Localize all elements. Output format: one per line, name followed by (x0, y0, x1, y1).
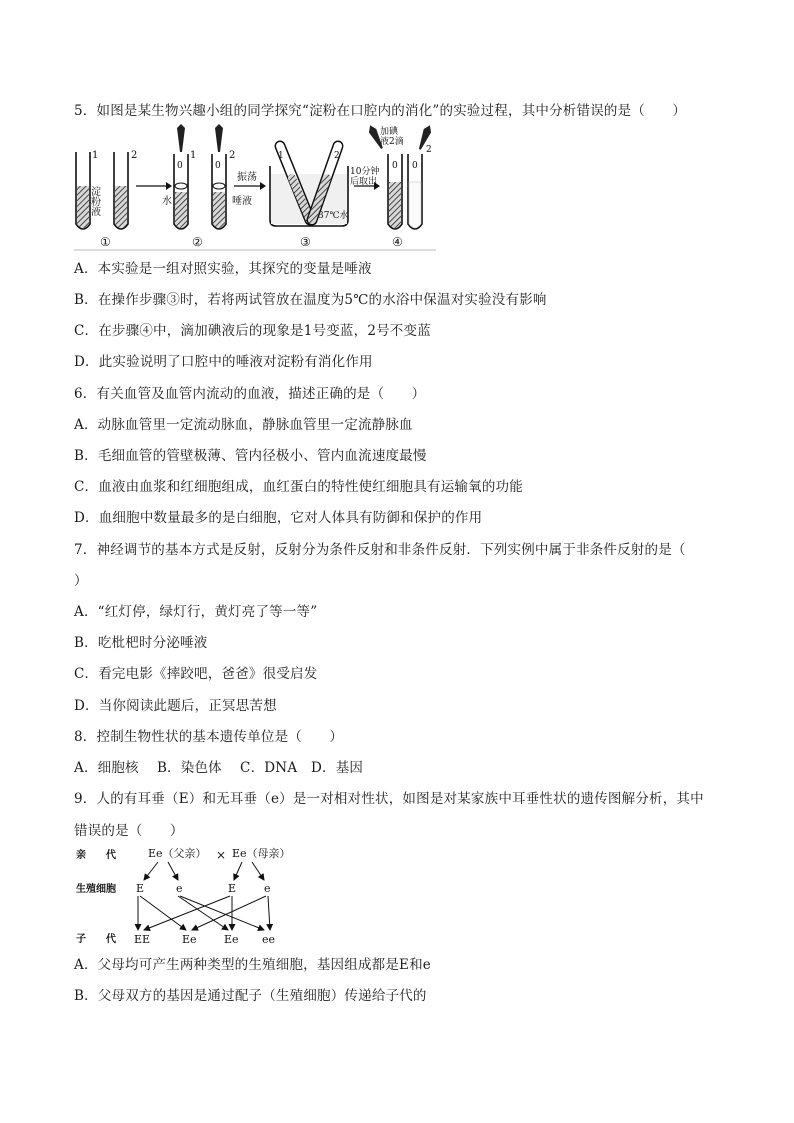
tube-step4-zero: 0 (412, 161, 418, 171)
question-6-option-d: D．血细胞中数量最多的是白细胞，它对人体具有防御和保护的作用 (74, 510, 483, 526)
starch-digestion-figure (74, 124, 436, 252)
question-6-option-a: A．动脉血管里一定流动脉血，静脉血管里一定流静脉血 (74, 417, 413, 433)
question-6-option-c: C．血液由血浆和红细胞组成，血红蛋白的特性使红细胞具有运输氧的功能 (74, 479, 523, 495)
step-label-2: ② (192, 235, 203, 249)
tube-label-2: 2 (426, 145, 432, 155)
question-6-stem: 6．有关血管及血管内流动的血液，描述正确的是（ ） (74, 386, 426, 402)
tube-step2-zero: 0 (215, 161, 221, 171)
question-8-stem: 8．控制生物性状的基本遗传单位是（ ） (74, 729, 344, 745)
question-7-option-b: B．吃枇杷时分泌唾液 (74, 635, 208, 651)
starch-label-1: 淀粉液 (88, 186, 100, 216)
tube-step4-zero: 0 (392, 161, 398, 171)
tube-label-2: 2 (334, 151, 340, 161)
question-9-stem: 9．人的有耳垂（E）和无耳垂（e）是一对相对性状，如图是对某家族中耳垂性状的遗传图解分析，其中 (74, 791, 704, 807)
question-9-option-b: B．父母双方的基因是通过配子（生殖细胞）传递给子代的 (74, 988, 427, 1004)
row-label-parents: 亲 代 (76, 850, 116, 861)
tube-label-2: 2 (229, 150, 236, 161)
row-label-gametes: 生殖细胞 (76, 884, 116, 895)
question-8-options: A．细胞核 B．染色体 C．DNA D．基因 (74, 760, 364, 776)
step-label-1: ① (100, 235, 111, 249)
offspring-ee: ee (262, 933, 276, 946)
question-7-option-c: C．看完电影《摔跤吧，爸爸》很受启发 (74, 666, 318, 682)
test-tube-2-step1 (114, 152, 128, 229)
take-out-label: 后取出 (350, 177, 378, 187)
question-5-option-a: A．本实验是一组对照实验，其探究的变量是唾液 (74, 261, 372, 277)
question-7-stem-continued: ） (74, 573, 88, 589)
dropper-icon (177, 124, 185, 152)
gamete-father-E: E (136, 882, 145, 895)
question-5-option-b: B．在操作步骤③时，若将两试管放在温度为5℃的水浴中保温对实验没有影响 (74, 292, 547, 308)
iodine-label: 液2滴 (380, 137, 404, 147)
row-label-offspring: 子 代 (76, 934, 116, 945)
tube-label-1: 1 (92, 150, 99, 161)
question-7-stem: 7．神经调节的基本方式是反射，反射分为条件反射和非条件反射．下列实例中属于非条件反射的是（ (74, 542, 686, 558)
water-bath-label: 37℃水 (318, 211, 349, 221)
step-label-3: ③ (300, 235, 311, 249)
step-label-4: ④ (392, 235, 403, 249)
gamete-mother-e: e (264, 882, 271, 895)
arrow-icon (136, 182, 172, 190)
saliva-label: 唾液 (232, 196, 252, 207)
gamete-father-e: e (176, 882, 183, 895)
earlobe-inheritance-diagram (74, 842, 306, 948)
father-genotype: Ee（父亲） (148, 847, 207, 860)
offspring-Ee: Ee (224, 933, 239, 946)
tube-label-1: 1 (190, 150, 197, 161)
question-9-option-a: A．父母均可产生两种类型的生殖细胞，基因组成都是E和e (74, 957, 431, 973)
water-label: 水 (162, 196, 172, 207)
question-9-stem-continued: 错误的是（ ） (74, 823, 184, 839)
question-7-option-a: A．“红灯停，绿灯行，黄灯亮了等一等” (74, 604, 318, 620)
tube-label-1: 1 (278, 151, 284, 161)
question-7-option-d: D．当你阅读此题后，正冥思苦想 (74, 698, 277, 714)
arrow-icon (234, 182, 266, 190)
shake-label: 振荡 (237, 172, 257, 183)
question-5-option-d: D．此实验说明了口腔中的唾液对淀粉有消化作用 (74, 354, 373, 370)
ten-minutes-label: 10分钟 (350, 167, 380, 177)
gamete-mother-E: E (228, 882, 237, 895)
dropper-icon (215, 124, 223, 152)
iodine-label: 加碘 (380, 127, 399, 137)
question-5-stem: 5．如图是某生物兴趣小组的同学探究“淀粉在口腔内的消化”的实验过程，其中分析错误的是（ ） (74, 103, 687, 119)
question-5-option-c: C．在步骤④中，滴加碘液后的现象是1号变蓝，2号不变蓝 (74, 323, 431, 339)
tube-step2-zero: 0 (177, 161, 183, 171)
mother-genotype: Ee（母亲） (232, 847, 291, 860)
cross-symbol: × (216, 848, 227, 862)
question-6-option-b: B．毛细血管的管壁极薄、管内径极小、管内血流速度最慢 (74, 448, 427, 464)
tube-label-2: 2 (131, 150, 138, 161)
offspring-EE: EE (134, 933, 151, 946)
offspring-Ee: Ee (182, 933, 197, 946)
